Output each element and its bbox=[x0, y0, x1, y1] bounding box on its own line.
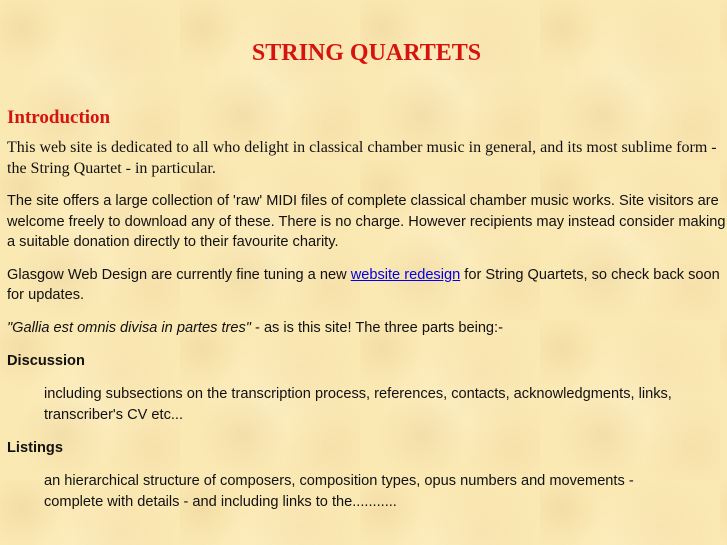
offer-paragraph: The site offers a large collection of 'raw' MIDI files of complete classical chamber music works. Site visitors are welcome freely to download any of these. There is no charge. However recipients may instead consider making a suitable donation directly to their favourite charity. bbox=[7, 193, 726, 250]
listings-description: an hierarchical structure of composers, composition types, opus numbers and movements - complete with details - and including links to the........... bbox=[44, 473, 634, 510]
redesign-text-before: Glasgow Web Design are currently fine tuning a new bbox=[7, 266, 351, 283]
listings-label: Listings bbox=[7, 440, 63, 456]
intro-paragraph: This web site is dedicated to all who delight in classical chamber music in general, and its most sublime form - the String Quartet - in particular. bbox=[7, 139, 717, 177]
quote-text-after: - as is this site! The three parts being:- bbox=[250, 319, 503, 336]
redesign-text-after: for String Quartets, so check back soon for updates. bbox=[7, 266, 720, 303]
redesign-paragraph bbox=[7, 265, 726, 306]
latin-quote: "Gallia est omnis divisa in partes tres" bbox=[7, 319, 251, 336]
page-title: STRING QUARTETS bbox=[251, 40, 482, 66]
quote-paragraph bbox=[7, 318, 726, 339]
website-redesign-link[interactable]: website redesign bbox=[350, 266, 461, 283]
discussion-description: including subsections on the transcription process, references, contacts, acknowledgments, links, transcriber's CV etc... bbox=[44, 386, 672, 423]
introduction-heading: Introduction bbox=[7, 107, 111, 128]
discussion-label: Discussion bbox=[7, 353, 85, 369]
